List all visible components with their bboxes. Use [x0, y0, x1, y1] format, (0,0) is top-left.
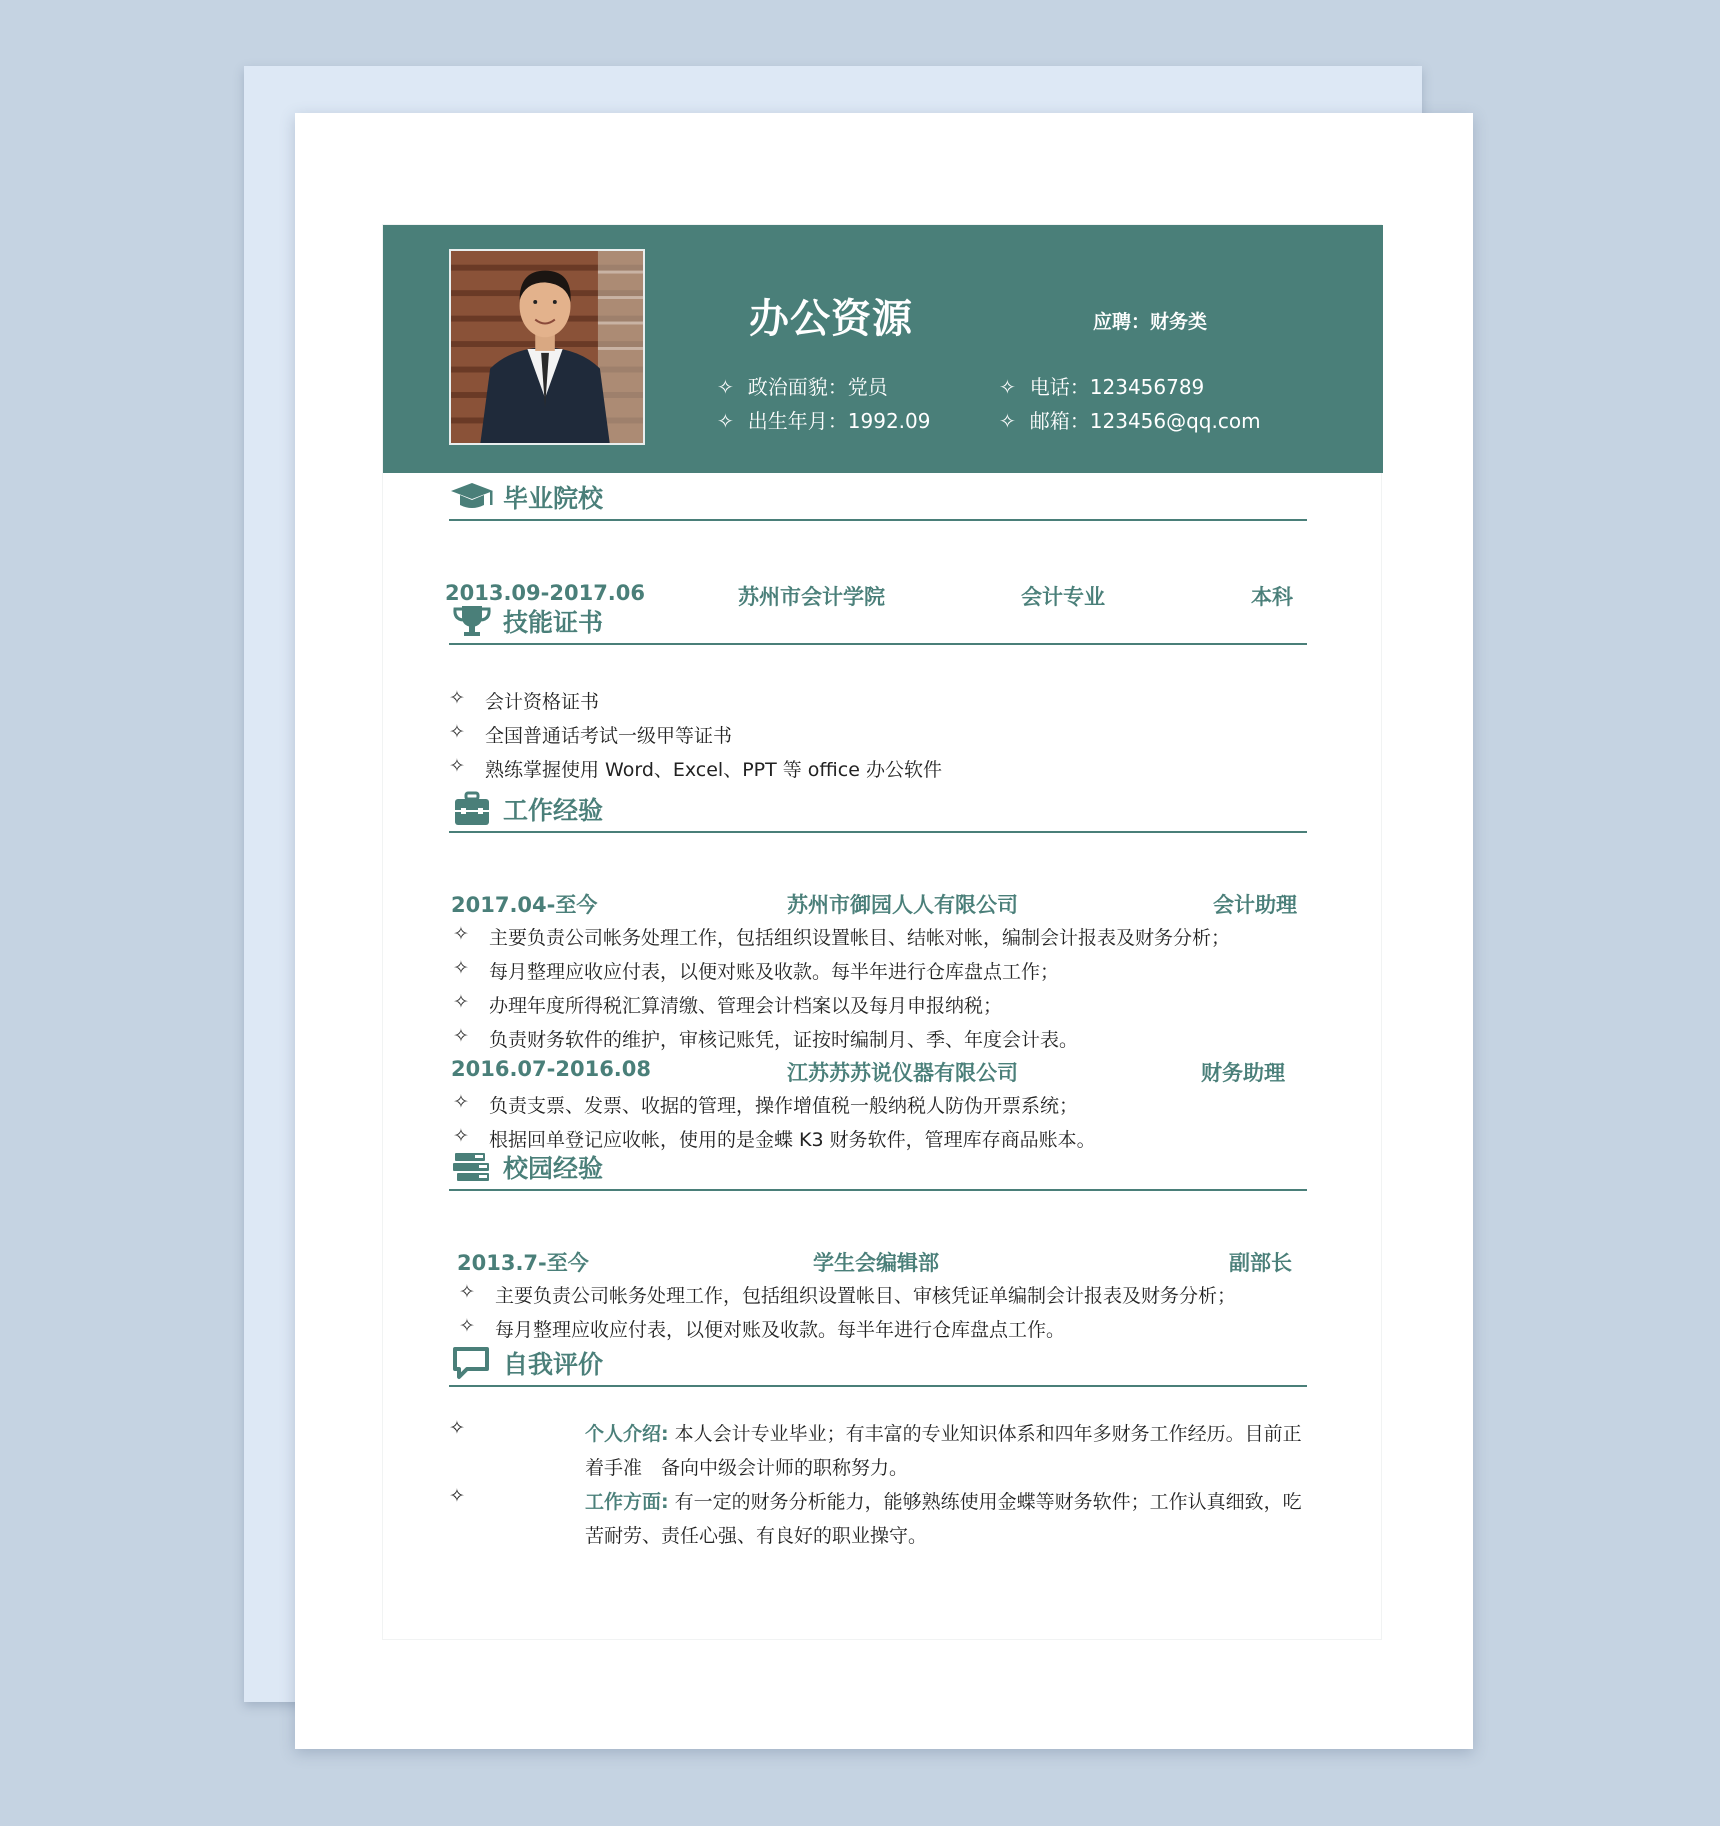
- star-icon: ✧: [999, 375, 1016, 399]
- job-company: 苏州市御园人人有限公司: [787, 893, 1018, 917]
- trophy-icon: [449, 603, 495, 639]
- campus-org: 学生会编辑部: [813, 1251, 939, 1275]
- books-icon: [449, 1149, 495, 1185]
- star-icon: ✧: [453, 991, 469, 1013]
- education-period: 2013.09-2017.06: [445, 581, 646, 605]
- job-company: 江苏苏苏说仪器有限公司: [787, 1061, 1018, 1085]
- political-status: ✧ 政治面貌：党员: [717, 375, 888, 399]
- self-eval-item: ✧ 工作方面: 有一定的财务分析能力，能够熟练使用金蝶等财务软件；工作认真细致，吃苦耐劳、责任心强、有良好的职业操守。: [449, 1485, 1302, 1547]
- star-icon: ✧: [717, 409, 734, 433]
- education-school: 苏州市会计学院: [738, 585, 885, 609]
- star-icon: ✧: [449, 721, 465, 743]
- star-icon: ✧: [717, 375, 734, 399]
- campus-period: 2013.7-至今: [457, 1251, 589, 1275]
- campus-role: 副部长: [1229, 1251, 1292, 1275]
- star-icon: ✧: [459, 1281, 475, 1303]
- star-icon: ✧: [453, 1091, 469, 1113]
- star-icon: ✧: [453, 1125, 469, 1147]
- graduation-cap-icon: [449, 479, 495, 515]
- apply-position: 应聘：财务类: [1093, 311, 1208, 333]
- star-icon: ✧: [449, 1417, 465, 1439]
- job-period: 2016.07-2016.08: [451, 1057, 652, 1081]
- star-icon: ✧: [453, 923, 469, 945]
- job-period: 2017.04-至今: [451, 893, 598, 917]
- resume-body: 办公资源 应聘：财务类 ✧ 政治面貌：党员 ✧ 出生年月：1992.09 ✧ 电话：123456789 ✧ 邮箱：123456@qq.com 毕业院校 2013.09-2017.06 苏州市会计学院 会计专业 本科 技能证书 ✧ 会计资格证书 ✧ 全国普通话考试一级甲等证书 ✧ 熟练掌握使用 Word、Excel、PPT 等 office 办公软件 工作经验 2017.04-至今 苏州市御园人人有限公司 会计助理 ✧ 主要负责公司帐务处理工作，包括组织设置帐目、结帐对帐，编制会计报表及财务分析； ✧ 每月整理应收应付表，以便对账及收款。每半年进行仓库盘点工作； ✧ 办理年度所得税汇算清缴、管理会计档案以及每月申报纳税； ✧ 负责财务软件的维护，审核记账凭，证按时编制月、季、年度会计表。 2016.07-2016.08 江苏苏苏说仪器有限公司 财务助理 ✧ 负责支票、发票、收据的管理，操作增值税一般纳税人防伪开票系统； ✧ 根据回单登记应收帐，使用的是金蝶 K3 财务软件，管理库存商品账本。 校园经验 2013.7-至今 学生会编辑部 副部长 ✧ 主要负责公司帐务处理工作，包括组织设置帐目、审核凭证单编制会计报表及财务分析； ✧ 每月整理应收应付表，以便对账及收款。每半年进行仓库盘点工作。 自我评价 ✧ 个人介绍: 本人会计专业毕业；有丰富的专业知识体系和四年多财务工作经历。目前正着手准 备向中级会计师的职称努力。 ✧ 工作方面: 有一定的财务分析能力，能够熟练使用金蝶等财务软件；工作认真细致，吃苦耐劳、责任心强、有良好的职业操守。: [382, 224, 1382, 1640]
- education-section-title: 毕业院校: [449, 475, 1307, 521]
- star-icon: ✧: [449, 687, 465, 709]
- star-icon: ✧: [449, 755, 465, 777]
- phone: ✧ 电话：123456789: [999, 375, 1205, 399]
- email: ✧ 邮箱：123456@qq.com: [999, 409, 1261, 433]
- self-eval-section-title: 自我评价: [449, 1341, 1307, 1387]
- profile-photo: [449, 249, 645, 445]
- self-eval-item: ✧ 个人介绍: 本人会计专业毕业；有丰富的专业知识体系和四年多财务工作经历。目前正着手准 备向中级会计师的职称努力。: [449, 1417, 1302, 1479]
- education-degree: 本科: [1251, 585, 1293, 609]
- speech-bubble-icon: [449, 1345, 495, 1381]
- job-role: 财务助理: [1201, 1061, 1285, 1085]
- star-icon: ✧: [459, 1315, 475, 1337]
- resume-header: [383, 225, 1383, 473]
- job-role: 会计助理: [1213, 893, 1297, 917]
- birth-date: ✧ 出生年月：1992.09: [717, 409, 931, 433]
- star-icon: ✧: [999, 409, 1016, 433]
- star-icon: ✧: [453, 1025, 469, 1047]
- star-icon: ✧: [453, 957, 469, 979]
- star-icon: ✧: [449, 1485, 465, 1507]
- resume-page: [295, 113, 1473, 1749]
- skills-section-title: 技能证书: [449, 599, 1307, 645]
- applicant-name: 办公资源: [749, 296, 913, 342]
- campus-section-title: 校园经验: [449, 1145, 1307, 1191]
- briefcase-icon: [449, 791, 495, 827]
- work-section-title: 工作经验: [449, 787, 1307, 833]
- education-major: 会计专业: [1021, 585, 1105, 609]
